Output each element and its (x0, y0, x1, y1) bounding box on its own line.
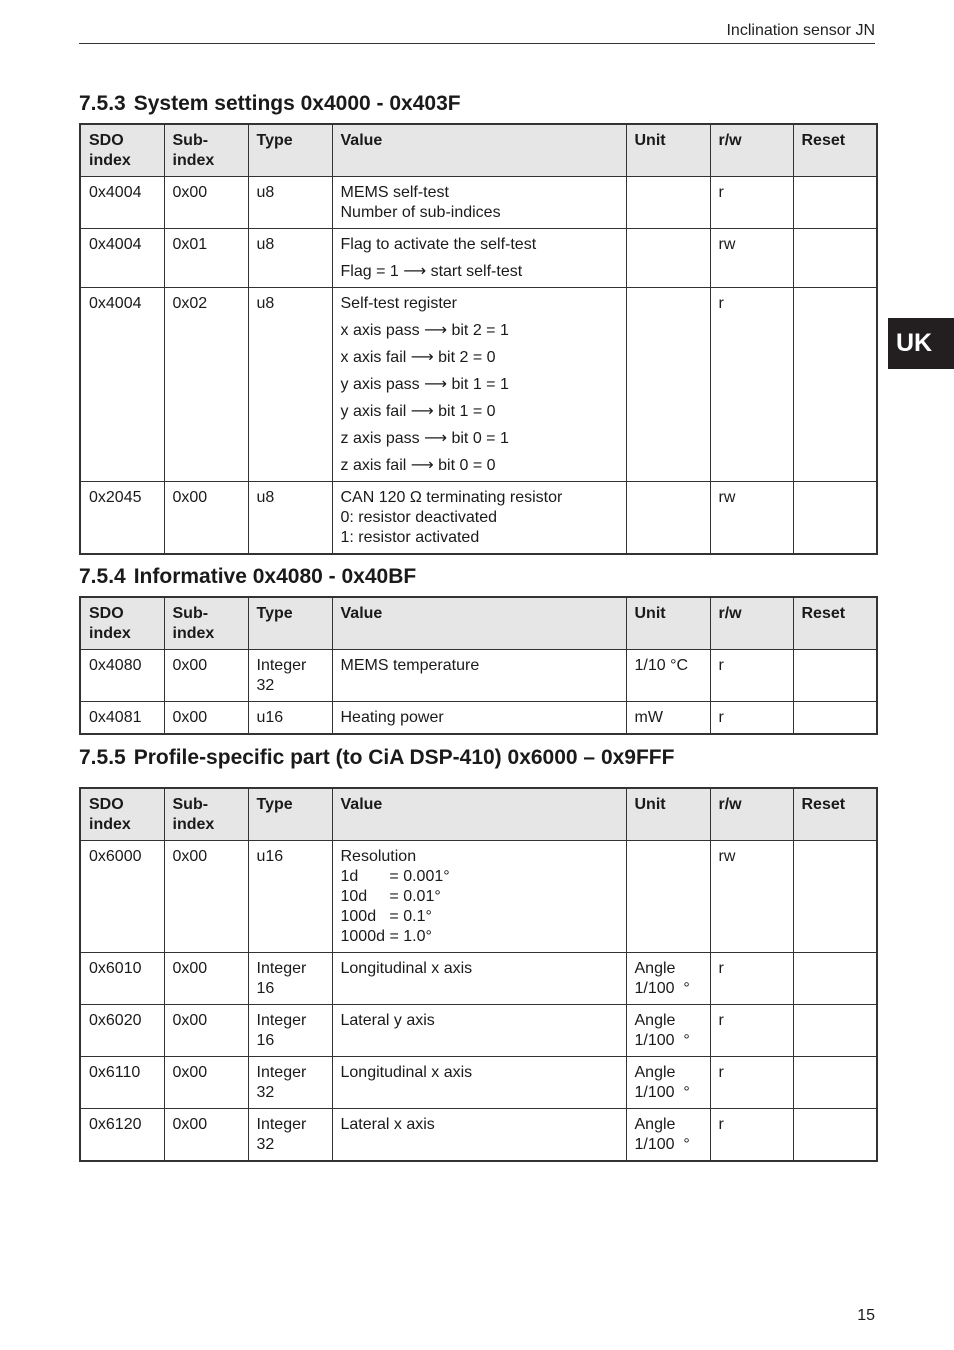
sdo-index-cell: 0x4004 (80, 288, 164, 482)
sub-index-cell: 0x00 (164, 1057, 248, 1109)
table-header-row (80, 788, 877, 841)
sub-index-cell: 0x02 (164, 288, 248, 482)
type-cell: Integer 32 (248, 650, 332, 702)
column-header: Unit (626, 597, 710, 650)
type-cell: Integer 32 (248, 1057, 332, 1109)
column-header: Sub- index (164, 597, 248, 650)
reset-cell (793, 229, 877, 288)
sub-index-cell: 0x00 (164, 841, 248, 953)
type-cell: u16 (248, 702, 332, 735)
value-cell: Heating power (332, 702, 626, 735)
value-cell: Longitudinal x axis (332, 953, 626, 1005)
sdo-index-cell: 0x4081 (80, 702, 164, 735)
informative-table (79, 596, 878, 735)
rw-cell: r (710, 288, 793, 482)
type-cell: u8 (248, 482, 332, 555)
reset-cell (793, 702, 877, 735)
value-cell: Flag to activate the self-test Flag = 1 ⟶ start self-test (332, 229, 626, 288)
unit-cell (626, 177, 710, 229)
column-header: Value (332, 597, 626, 650)
column-header: Sub- index (164, 124, 248, 177)
column-header: SDO index (80, 597, 164, 650)
reset-cell (793, 482, 877, 555)
table-header-row (80, 597, 877, 650)
sub-index-cell: 0x01 (164, 229, 248, 288)
sdo-index-cell: 0x4080 (80, 650, 164, 702)
column-header: r/w (710, 597, 793, 650)
value-cell: Self-test register x axis pass ⟶ bit 2 = 1 x axis fail ⟶ bit 2 = 0 y axis pass ⟶ bit 1 = 1 y axis fail ⟶ bit 1 = 0 z axis pass ⟶ bit 0 = 1 z axis fail ⟶ bit 0 = 0 (332, 288, 626, 482)
sub-index-cell: 0x00 (164, 953, 248, 1005)
unit-cell: Angle 1/100 ° (626, 1109, 710, 1162)
rw-cell: r (710, 177, 793, 229)
table-row (80, 1109, 877, 1162)
rw-cell: r (710, 1109, 793, 1162)
table-row (80, 841, 877, 953)
reset-cell (793, 650, 877, 702)
unit-cell: 1/10 °C (626, 650, 710, 702)
value-cell: Resolution 1d = 0.001° 10d = 0.01° 100d = 0.1° 1000d = 1.0° (332, 841, 626, 953)
table-row (80, 229, 877, 288)
rw-cell: r (710, 650, 793, 702)
reset-cell (793, 841, 877, 953)
value-cell: Lateral y axis (332, 1005, 626, 1057)
column-header: Value (332, 124, 626, 177)
column-header: Unit (626, 124, 710, 177)
column-header: Reset (793, 124, 877, 177)
column-header: Value (332, 788, 626, 841)
rw-cell: r (710, 1057, 793, 1109)
language-tab-uk: UK (888, 318, 954, 369)
value-cell: MEMS temperature (332, 650, 626, 702)
unit-cell: Angle 1/100 ° (626, 1005, 710, 1057)
sub-index-cell: 0x00 (164, 702, 248, 735)
reset-cell (793, 953, 877, 1005)
table-row (80, 650, 877, 702)
type-cell: Integer 32 (248, 1109, 332, 1162)
column-header: Unit (626, 788, 710, 841)
sdo-index-cell: 0x4004 (80, 177, 164, 229)
page-number: 15 (857, 1307, 875, 1324)
table-row (80, 953, 877, 1005)
column-header: SDO index (80, 788, 164, 841)
header-divider (79, 43, 875, 44)
column-header: Reset (793, 788, 877, 841)
value-cell: CAN 120 Ω terminating resistor 0: resistor deactivated 1: resistor activated (332, 482, 626, 555)
unit-cell (626, 841, 710, 953)
unit-cell: Angle 1/100 ° (626, 1057, 710, 1109)
rw-cell: r (710, 702, 793, 735)
type-cell: Integer 16 (248, 953, 332, 1005)
section-heading-7-5-5: 7.5.5 Profile-specific part (to CiA DSP-410) 0x6000 – 0x9FFF (79, 746, 675, 769)
system-settings-table (79, 123, 878, 555)
type-cell: Integer 16 (248, 1005, 332, 1057)
value-cell: MEMS self-test Number of sub-indices (332, 177, 626, 229)
unit-cell (626, 229, 710, 288)
reset-cell (793, 1005, 877, 1057)
rw-cell: rw (710, 482, 793, 555)
sdo-index-cell: 0x6000 (80, 841, 164, 953)
sdo-index-cell: 0x4004 (80, 229, 164, 288)
column-header: Type (248, 124, 332, 177)
table-header-row (80, 124, 877, 177)
reset-cell (793, 177, 877, 229)
column-header: r/w (710, 124, 793, 177)
value-cell: Lateral x axis (332, 1109, 626, 1162)
table-row (80, 288, 877, 482)
rw-cell: r (710, 953, 793, 1005)
reset-cell (793, 1057, 877, 1109)
rw-cell: r (710, 1005, 793, 1057)
sub-index-cell: 0x00 (164, 177, 248, 229)
unit-cell: mW (626, 702, 710, 735)
table-row (80, 1057, 877, 1109)
type-cell: u8 (248, 288, 332, 482)
column-header: r/w (710, 788, 793, 841)
type-cell: u16 (248, 841, 332, 953)
table-row (80, 177, 877, 229)
column-header: Type (248, 597, 332, 650)
column-header: Reset (793, 597, 877, 650)
sub-index-cell: 0x00 (164, 482, 248, 555)
column-header: Sub- index (164, 788, 248, 841)
unit-cell (626, 482, 710, 555)
sdo-index-cell: 0x6120 (80, 1109, 164, 1162)
table-row (80, 702, 877, 735)
sdo-index-cell: 0x2045 (80, 482, 164, 555)
sdo-index-cell: 0x6020 (80, 1005, 164, 1057)
running-header: Inclination sensor JN (726, 22, 875, 39)
rw-cell: rw (710, 229, 793, 288)
unit-cell: Angle 1/100 ° (626, 953, 710, 1005)
unit-cell (626, 288, 710, 482)
sub-index-cell: 0x00 (164, 1109, 248, 1162)
reset-cell (793, 1109, 877, 1162)
section-heading-7-5-4: 7.5.4 Informative 0x4080 - 0x40BF (79, 565, 417, 588)
profile-specific-table (79, 787, 878, 1162)
column-header: Type (248, 788, 332, 841)
section-heading-7-5-3: 7.5.3 System settings 0x4000 - 0x403F (79, 92, 461, 115)
rw-cell: rw (710, 841, 793, 953)
sdo-index-cell: 0x6010 (80, 953, 164, 1005)
value-cell: Longitudinal x axis (332, 1057, 626, 1109)
table-row (80, 482, 877, 555)
reset-cell (793, 288, 877, 482)
table-row (80, 1005, 877, 1057)
sdo-index-cell: 0x6110 (80, 1057, 164, 1109)
type-cell: u8 (248, 229, 332, 288)
sub-index-cell: 0x00 (164, 1005, 248, 1057)
sub-index-cell: 0x00 (164, 650, 248, 702)
column-header: SDO index (80, 124, 164, 177)
type-cell: u8 (248, 177, 332, 229)
